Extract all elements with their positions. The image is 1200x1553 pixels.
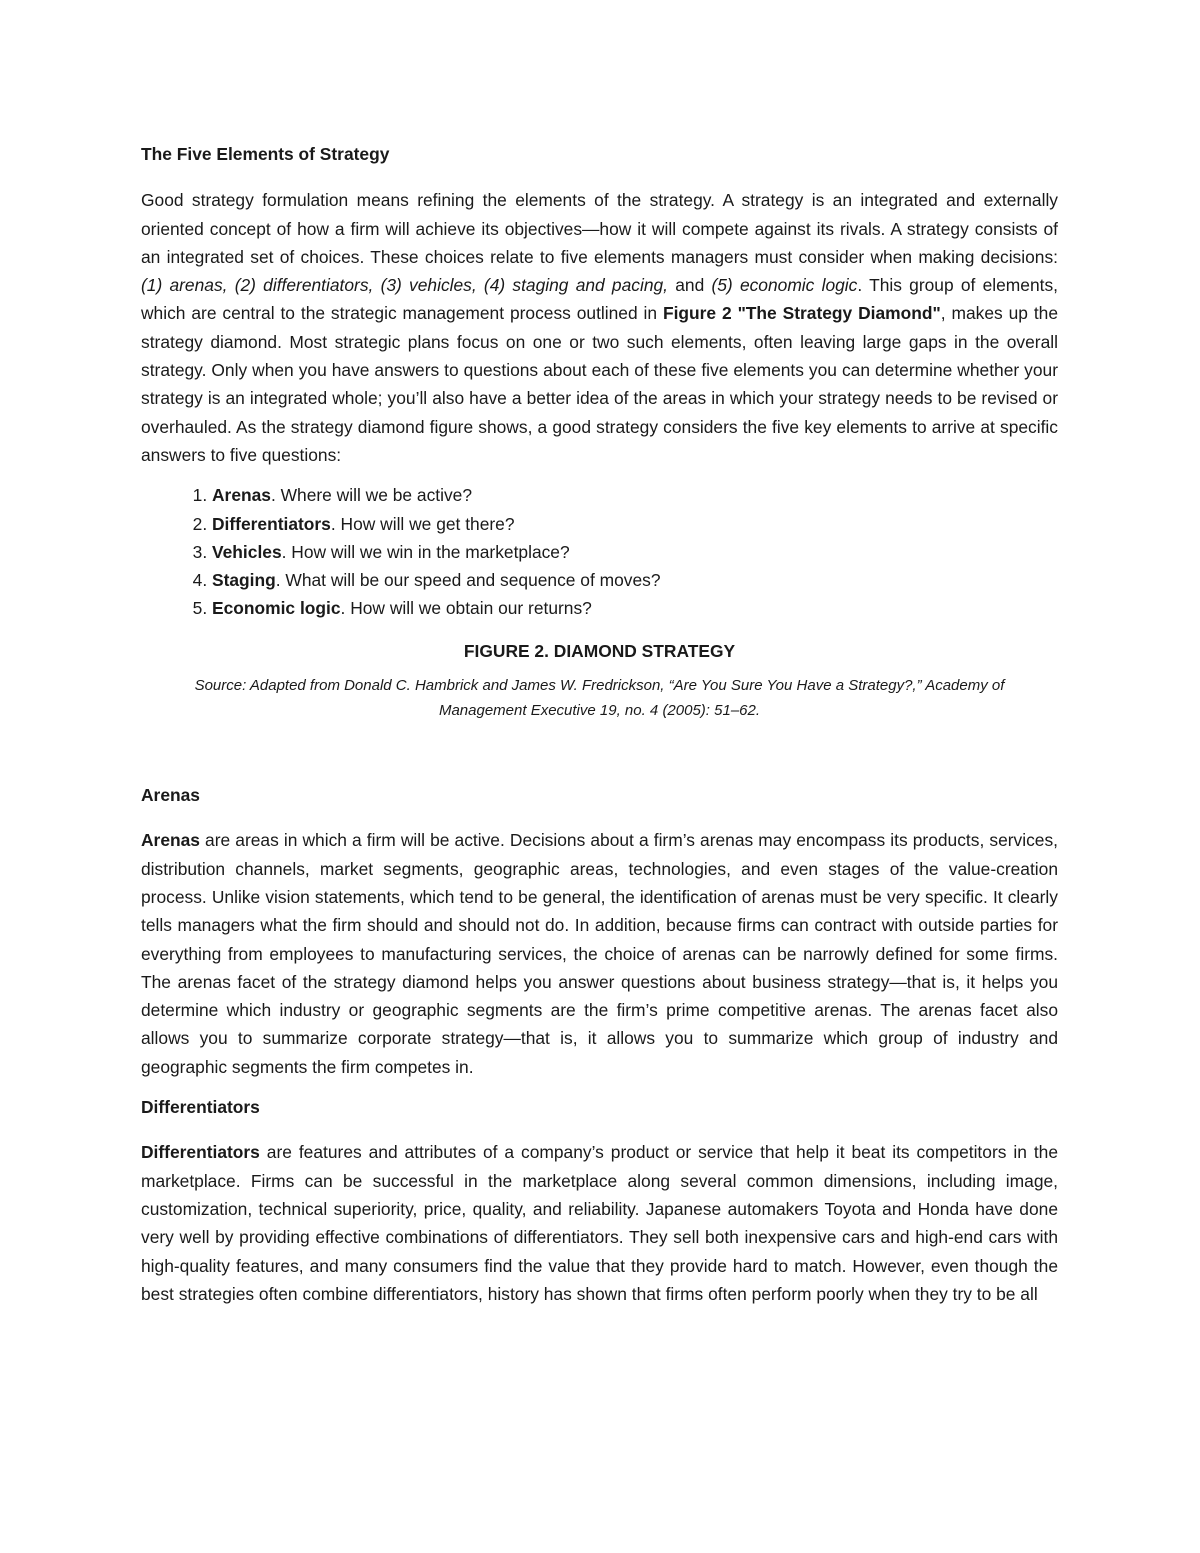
list-item-term: Staging xyxy=(212,570,276,591)
list-item-text: . Where will we be active? xyxy=(270,485,473,506)
list-item-term: Economic logic xyxy=(212,598,341,619)
list-item-text: . How will we obtain our returns? xyxy=(340,598,592,619)
arenas-term: Arenas xyxy=(141,830,200,851)
intro-elements-italic: (1) arenas, (2) differentiators, (3) vehicles, (4) staging and pacing, xyxy=(141,275,669,296)
differentiators-term: Differentiators xyxy=(141,1142,260,1163)
arenas-heading: Arenas xyxy=(141,785,200,806)
figure-reference: Figure 2 "The Strategy Diamond" xyxy=(662,303,941,324)
arenas-paragraph xyxy=(141,826,1058,1081)
intro-text-1: Good strategy formulation means refining the elements of the strategy. A strategy is an integrated and externally oriented concept of how a firm will achieve its objectives—how it will compete against its rivals. A strategy consists of an integrated set of choices. These choices relate to five elements managers must consider when making decisions: xyxy=(141,190,1058,267)
intro-text-3: . This group of elements, which are central to the strategic management process outlined in xyxy=(141,275,1058,324)
intro-paragraph xyxy=(141,186,1058,469)
figure-source xyxy=(141,673,1058,723)
list-item-term: Arenas xyxy=(212,485,271,506)
list-item-text: . How will we win in the marketplace? xyxy=(281,541,570,562)
list-item xyxy=(212,510,1058,538)
list-item-text: . How will we get there? xyxy=(330,513,515,534)
list-item xyxy=(212,538,1058,566)
list-item-text: . What will be our speed and sequence of moves? xyxy=(275,570,661,591)
list-item xyxy=(212,481,1058,509)
intro-element5-italic: (5) economic logic xyxy=(711,275,858,296)
differentiators-heading: Differentiators xyxy=(141,1097,260,1118)
document-page xyxy=(141,140,1058,1320)
figure-source-line-2: Management Executive 19, no. 4 (2005): 51–62. xyxy=(438,702,761,720)
intro-text-4: , makes up the strategy diamond. Most strategic plans focus on one or two such elements, often leaving large gaps in the overall strategy. Only when you have answers to questions about each of these five elements you can determine whether your strategy is an integrated whole; you’ll also have a better idea of the areas in which your strategy needs to be revised or overhauled. As the strategy diamond figure shows, a good strategy considers the five key elements to arrive at specific answers to five questions: xyxy=(141,303,1058,465)
list-item xyxy=(212,566,1058,594)
five-questions-list xyxy=(141,481,1058,622)
list-item-term: Vehicles xyxy=(212,541,282,562)
differentiators-text: are features and attributes of a company’s product or service that help it beat its competitors in the marketplace. Firms can be successful in the marketplace along several common dimensions, including image, customization, technical superiority, price, quality, and reliability. Japanese automakers Toyota and Honda have done very well by providing effective combinations of differentiators. They sell both inexpensive cars and high-end cars with high-quality features, and many consumers find the value that they provide hard to match. However, even though the best strategies often combine differentiators, history has shown that firms often perform poorly when they try to be all xyxy=(141,1142,1058,1304)
intro-text-2: and xyxy=(668,275,712,296)
differentiators-paragraph xyxy=(141,1138,1058,1308)
figure-source-line-1: Source: Adapted from Donald C. Hambrick and James W. Fredrickson, “Are You Sure You Have a Strategy?,” Academy of xyxy=(194,677,1005,695)
arenas-text: are areas in which a firm will be active. Decisions about a firm’s arenas may encompass its products, services, distribution channels, market segments, geographic areas, technologies, and even stages of the value-creation process. Unlike vision statements, which tend to be general, the identification of arenas must be very specific. It clearly tells managers what the firm should and should not do. In addition, because firms can contract with outside parties for everything from employees to manufacturing services, the choice of arenas can be narrowly defined for some firms. The arenas facet of the strategy diamond helps you answer questions about business strategy—that is, it helps you determine which industry or geographic segments are the firm’s prime competitive arenas. The arenas facet also allows you to summarize corporate strategy—that is, it allows you to summarize which group of industry and geographic segments the firm competes in. xyxy=(141,830,1058,1077)
list-item xyxy=(212,594,1058,622)
document-title: The Five Elements of Strategy xyxy=(141,144,390,164)
figure-title: FIGURE 2. DIAMOND STRATEGY xyxy=(463,640,736,661)
list-item-term: Differentiators xyxy=(212,513,331,534)
